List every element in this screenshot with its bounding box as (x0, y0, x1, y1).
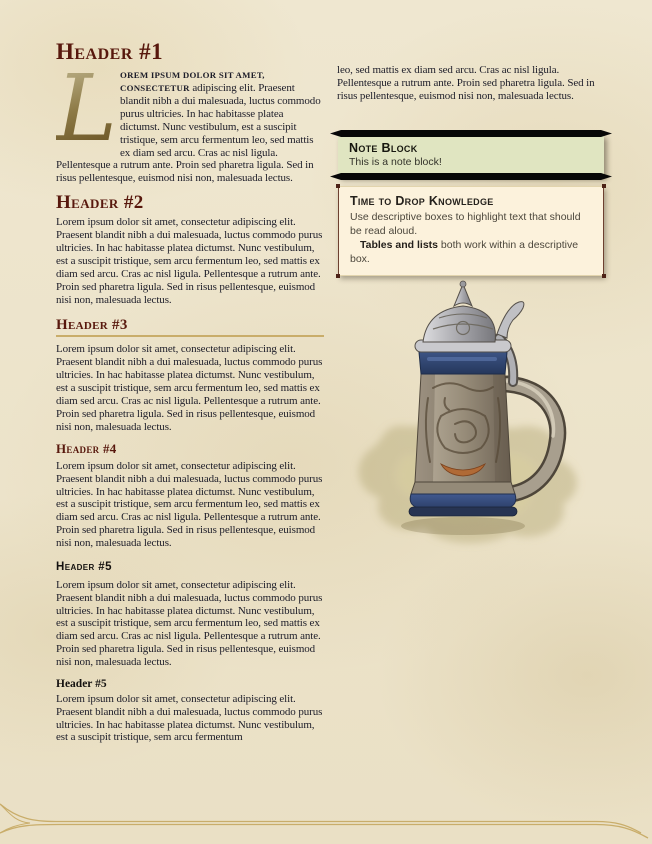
descriptive-box-bold-text: Tables and lists (360, 239, 438, 251)
descriptive-box-corner-dot (336, 184, 340, 188)
note-block-top-bar (330, 130, 612, 137)
paragraph-1-text: adipiscing elit. Praesent blandit nibh a dui malesuada, luctus commodo purus ultricies. In hac habitasse platea dictumst. Nunc vestibulum, est a suscipit tristique, sem arcu fermentum leo, sed mattis ex diam sed arcu. Cras ac nisl ligula. Pellentesque a rutrum ante. Proin sed pharetra ligula. Sed in risus pellentesque, euismod nisi non, malesuada lectus. (56, 82, 321, 185)
note-block-bottom-bar (330, 173, 612, 180)
left-column (56, 40, 324, 796)
paragraph-1 (56, 55, 324, 185)
paragraph-6-truncated: Lorem ipsum dolor sit amet, consectetur adipiscing elit. Praesent blandit nibh a dui malesuada, luctus commodo purus ultricies. In hac habitasse platea dictumst. Nunc vestibulum, est a suscipit tristique, sem arcu fermentum (56, 692, 323, 744)
section-header-1: Header #1 (56, 40, 164, 64)
beer-stein-illustration (345, 276, 591, 562)
descriptive-box-text-1: Use descriptive boxes to highlight text that should be read aloud. (350, 211, 581, 237)
descriptive-box-title: Time to Drop Knowledge (350, 194, 494, 208)
paragraph-2: Lorem ipsum dolor sit amet, consectetur adipiscing elit. Praesent blandit nibh a dui malesuada, luctus commodo purus ultricies. In hac habitasse platea dictumst. Nunc vestibulum, est a suscipit tristique, sem arcu fermentum leo, sed mattis ex diam sed arcu. Cras ac nisl ligula. Pellentesque a rutrum ante. Proin sed pharetra ligula. Sed in risus pellentesque, euismod nisi non, malesuada lectus. (56, 216, 323, 306)
descriptive-box-corner-dot (602, 274, 606, 278)
section-header-2: Header #2 (56, 192, 144, 214)
section-header-4: Header #4 (56, 441, 117, 457)
descriptive-box-text-2-rest: both work within a descriptive box. (350, 239, 579, 265)
lead-small-caps-text: OREM IPSUM DOLOR SIT AMET, CONSECTETUR (120, 70, 265, 94)
stein-blue-band (419, 352, 507, 374)
descriptive-box-corner-dot (336, 274, 340, 278)
note-block (338, 134, 604, 176)
stein-lid (415, 281, 524, 352)
paragraph-3: Lorem ipsum dolor sit amet, consectetur adipiscing elit. Praesent blandit nibh a dui malesuada, luctus commodo purus ultricies. In hac habitasse platea dictumst. Nunc vestibulum, est a suscipit tristique, sem arcu fermentum leo, sed mattis ex diam sed arcu. Cras ac nisl ligula. Pellentesque a rutrum ante. Proin sed pharetra ligula. Sed in risus pellentesque, euismod nisi non, malesuada lectus. (56, 343, 323, 433)
stein-thumb-lever (497, 302, 524, 338)
section-header-3: Header #3 (56, 317, 324, 338)
paragraph-4: Lorem ipsum dolor sit amet, consectetur adipiscing elit. Praesent blandit nibh a dui malesuada, luctus commodo purus ultricies. In hac habitasse platea dictumst. Nunc vestibulum, est a suscipit tristique, sem arcu fermentum leo, sed mattis ex diam sed arcu. Cras ac nisl ligula. Pellentesque a rutrum ante. Proin sed pharetra ligula. Sed in risus pellentesque, euismod nisi non, malesuada lectus. (56, 459, 323, 550)
descriptive-box (338, 186, 604, 276)
footer-flourish (0, 802, 652, 840)
right-column (337, 40, 607, 810)
paragraph-continued: leo, sed mattis ex diam sed arcu. Cras ac nisl ligula. Pellentesque a rutrum ante. Proin sed pharetra ligula. Sed in risus pellentesque, euismod nisi non, malesuada lectus. (337, 64, 595, 102)
drop-cap-letter: L (56, 55, 117, 163)
section-header-5: Header #5 (56, 561, 112, 574)
descriptive-box-text-2 (350, 239, 592, 266)
section-header-6: Header #5 (56, 678, 107, 691)
note-block-body: This is a note block! (349, 156, 442, 168)
descriptive-box-corner-dot (602, 184, 606, 188)
note-block-title: Note Block (349, 141, 418, 155)
paragraph-5: Lorem ipsum dolor sit amet, consectetur adipiscing elit. Praesent blandit nibh a dui malesuada, luctus commodo purus ultricies. In hac habitasse platea dictumst. Nunc vestibulum, est a suscipit tristique, sem arcu fermentum leo, sed mattis ex diam sed arcu. Cras ac nisl ligula. Pellentesque a rutrum ante. Proin sed pharetra ligula. Sed in risus pellentesque, euismod nisi non, malesuada lectus. (56, 578, 323, 669)
